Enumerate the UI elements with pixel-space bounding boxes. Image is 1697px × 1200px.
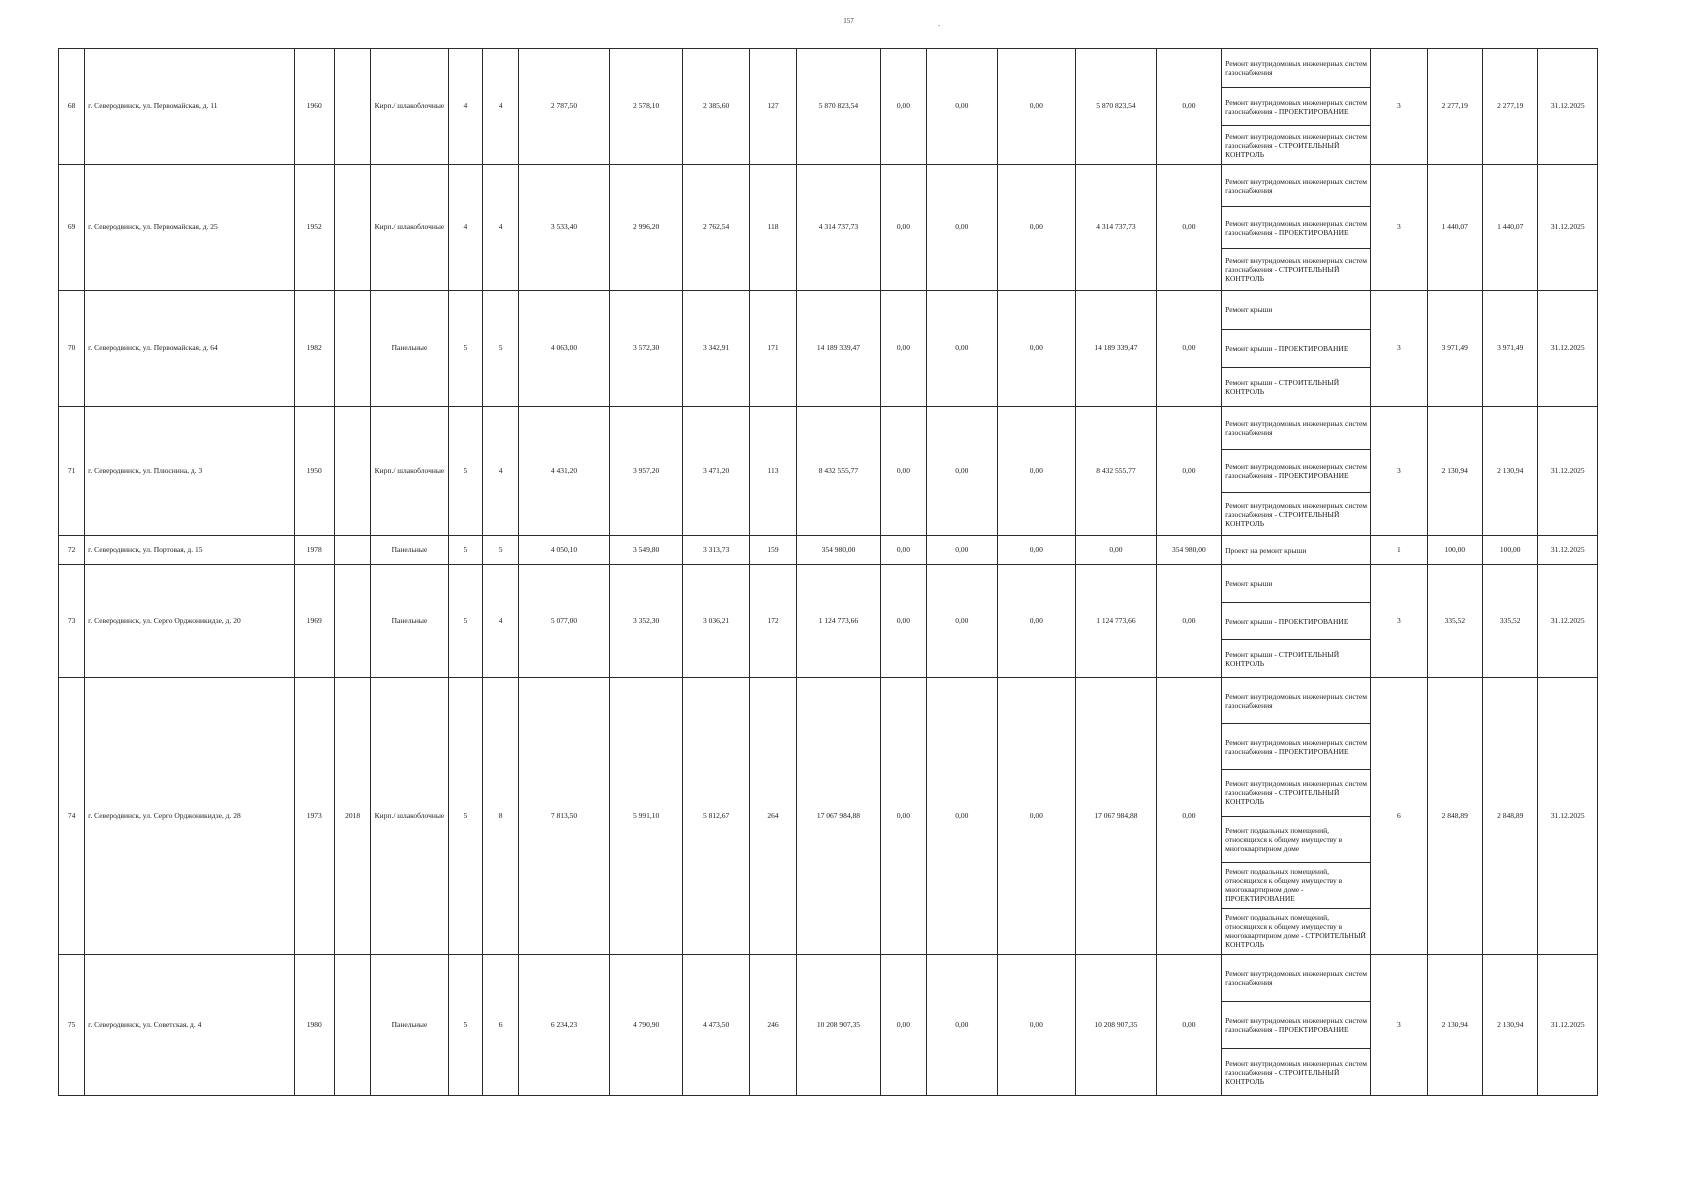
cell-residents: 113 [749, 407, 796, 536]
cell-cost-total: 10 208 907,35 [797, 955, 881, 1096]
cell-year-built: 1973 [294, 678, 334, 955]
works-list [1222, 49, 1370, 164]
repair-program-table [58, 48, 1598, 1096]
work-item: Ремонт внутридомовых инженерных систем газоснабжения [1222, 407, 1370, 450]
cell-deadline: 31.12.2025 [1538, 678, 1598, 955]
cell-unit-cost: 1 440,07 [1427, 165, 1482, 291]
cell-fund-other: 0,00 [1156, 407, 1221, 536]
work-item: Ремонт внутридомовых инженерных систем газоснабжения - СТРОИТЕЛЬНЫЙ КОНТРОЛЬ [1225, 131, 1368, 159]
work-item: Ремонт внутридомовых инженерных систем газоснабжения [1222, 165, 1370, 207]
cell-entrances: 4 [482, 49, 518, 165]
work-item: Ремонт внутридомовых инженерных систем газоснабжения - ПРОЕКТИРОВАНИЕ [1222, 207, 1370, 249]
cell-address: г. Северодвинск, ул. Первомайская, д. 25 [85, 165, 294, 291]
cell-address: г. Северодвинск, ул. Серго Орджоникидзе, д. 28 [85, 678, 294, 955]
cell-year-repair [334, 407, 370, 536]
cell-fund1: 0,00 [880, 678, 926, 955]
table-row [59, 407, 1598, 536]
works-cell [1222, 565, 1371, 678]
cell-residents: 264 [749, 678, 796, 955]
cell-area-premises: 3 352,30 [609, 565, 683, 678]
cell-fund-other: 0,00 [1156, 955, 1221, 1096]
work-item: Ремонт крыши [1222, 291, 1370, 330]
cell-cost-total: 17 067 984,88 [797, 678, 881, 955]
cell-unit-limit: 2 130,94 [1483, 407, 1538, 536]
cell-material: Панельные [371, 565, 449, 678]
cell-residents: 118 [749, 165, 796, 291]
work-item: Ремонт внутридомовых инженерных систем газоснабжения - ПРОЕКТИРОВАНИЕ [1222, 450, 1370, 493]
cell-cost-total: 1 124 773,66 [797, 565, 881, 678]
cell-deadline: 31.12.2025 [1538, 536, 1598, 565]
cell-entrances: 4 [482, 407, 518, 536]
work-item: Ремонт внутридомовых инженерных систем газоснабжения - СТРОИТЕЛЬНЫЙ КОНТРОЛЬ [1225, 500, 1368, 528]
cell-address: г. Северодвинск, ул. Плюснина, д. 3 [85, 407, 294, 536]
cell-floors: 5 [448, 407, 482, 536]
cell-cost-total: 14 189 339,47 [797, 291, 881, 407]
cell-cost-total: 8 432 555,77 [797, 407, 881, 536]
cell-fund-owners: 1 124 773,66 [1076, 565, 1157, 678]
cell-fund3: 0,00 [997, 955, 1076, 1096]
cell-material: Кирп./ шлакоблочные [371, 407, 449, 536]
cell-fund1: 0,00 [880, 291, 926, 407]
cell-floors: 5 [448, 678, 482, 955]
table-body [59, 49, 1598, 1096]
cell-num: 70 [59, 291, 85, 407]
works-cell [1222, 536, 1371, 565]
cell-floors: 4 [448, 49, 482, 165]
cell-year-repair [334, 49, 370, 165]
cell-residents: 171 [749, 291, 796, 407]
works-cell [1222, 165, 1371, 291]
works-list [1222, 955, 1370, 1095]
cell-area-living: 3 313,73 [683, 536, 749, 565]
cell-unit-limit: 3 971,49 [1483, 291, 1538, 407]
table-row [59, 678, 1598, 955]
cell-fund-owners: 10 208 907,35 [1076, 955, 1157, 1096]
cell-cost-total: 4 314 737,73 [797, 165, 881, 291]
table-row [59, 49, 1598, 165]
cell-address: г. Северодвинск, ул. Первомайская, д. 11 [85, 49, 294, 165]
cell-area-living: 3 036,21 [683, 565, 749, 678]
cell-unit-limit: 2 848,89 [1483, 678, 1538, 955]
cell-num: 69 [59, 165, 85, 291]
cell-fund2: 0,00 [927, 678, 998, 955]
works-cell [1222, 291, 1371, 407]
work-item: Ремонт крыши - ПРОЕКТИРОВАНИЕ [1222, 603, 1370, 641]
cell-unit-cost: 2 848,89 [1427, 678, 1482, 955]
cell-fund1: 0,00 [880, 49, 926, 165]
cell-residents: 159 [749, 536, 796, 565]
cell-area-premises: 3 957,20 [609, 407, 683, 536]
cell-address: г. Северодвинск, ул. Советская, д. 4 [85, 955, 294, 1096]
cell-fund-owners: 17 067 984,88 [1076, 678, 1157, 955]
cell-deadline: 31.12.2025 [1538, 291, 1598, 407]
cell-works-count: 3 [1371, 955, 1427, 1096]
cell-num: 68 [59, 49, 85, 165]
cell-fund-owners: 4 314 737,73 [1076, 165, 1157, 291]
cell-area-living: 2 762,54 [683, 165, 749, 291]
works-cell [1222, 955, 1371, 1096]
cell-num: 75 [59, 955, 85, 1096]
cell-fund2: 0,00 [927, 955, 998, 1096]
cell-entrances: 8 [482, 678, 518, 955]
cell-year-built: 1960 [294, 49, 334, 165]
cell-cost-total: 354 980,00 [797, 536, 881, 565]
cell-fund-other: 0,00 [1156, 565, 1221, 678]
cell-entrances: 5 [482, 536, 518, 565]
cell-year-repair: 2018 [334, 678, 370, 955]
cell-area-living: 3 471,20 [683, 407, 749, 536]
cell-area-living: 4 473,50 [683, 955, 749, 1096]
work-item: Ремонт внутридомовых инженерных систем газоснабжения - СТРОИТЕЛЬНЫЙ КОНТРОЛЬ [1225, 1058, 1368, 1086]
cell-fund3: 0,00 [997, 565, 1076, 678]
cell-year-built: 1980 [294, 955, 334, 1096]
cell-fund2: 0,00 [927, 49, 998, 165]
cell-year-built: 1978 [294, 536, 334, 565]
works-cell [1222, 407, 1371, 536]
cell-fund1: 0,00 [880, 407, 926, 536]
work-item: Ремонт внутридомовых инженерных систем газоснабжения [1222, 678, 1370, 724]
cell-fund2: 0,00 [927, 536, 998, 565]
cell-fund3: 0,00 [997, 165, 1076, 291]
cell-area-premises: 2 996,20 [609, 165, 683, 291]
work-item: Ремонт подвальных помещений, относящихся к общему имуществу в многоквартирном доме [1222, 817, 1370, 863]
works-cell [1222, 49, 1371, 165]
cell-year-repair [334, 955, 370, 1096]
cell-area-premises: 5 991,10 [609, 678, 683, 955]
cell-area-premises: 4 790,90 [609, 955, 683, 1096]
cell-area-total: 4 050,10 [519, 536, 610, 565]
page-number: 157 [843, 17, 854, 25]
work-item: Ремонт крыши - СТРОИТЕЛЬНЫЙ КОНТРОЛЬ [1225, 378, 1340, 397]
cell-area-total: 4 431,20 [519, 407, 610, 536]
work-item: Ремонт крыши [1222, 565, 1370, 603]
cell-fund1: 0,00 [880, 536, 926, 565]
cell-deadline: 31.12.2025 [1538, 49, 1598, 165]
cell-fund-other: 0,00 [1156, 678, 1221, 955]
cell-unit-cost: 2 130,94 [1427, 955, 1482, 1096]
cell-year-built: 1982 [294, 291, 334, 407]
cell-fund3: 0,00 [997, 407, 1076, 536]
cell-works-count: 3 [1371, 565, 1427, 678]
cell-works-count: 3 [1371, 165, 1427, 291]
cell-unit-limit: 2 277,19 [1483, 49, 1538, 165]
cell-cost-total: 5 870 823,54 [797, 49, 881, 165]
cell-entrances: 6 [482, 955, 518, 1096]
table-row [59, 536, 1598, 565]
cell-floors: 4 [448, 165, 482, 291]
work-item: Ремонт внутридомовых инженерных систем газоснабжения - СТРОИТЕЛЬНЫЙ КОНТРОЛЬ [1222, 770, 1370, 816]
work-item: Ремонт подвальных помещений, относящихся к общему имуществу в многоквартирном доме - СТРОИТЕЛЬНЫЙ КОНТРОЛЬ [1225, 913, 1366, 950]
cell-unit-cost: 3 971,49 [1427, 291, 1482, 407]
cell-fund2: 0,00 [927, 407, 998, 536]
cell-unit-limit: 1 440,07 [1483, 165, 1538, 291]
cell-entrances: 4 [482, 565, 518, 678]
cell-fund1: 0,00 [880, 565, 926, 678]
cell-area-total: 6 234,23 [519, 955, 610, 1096]
page-mark: . [938, 20, 941, 28]
cell-unit-limit: 100,00 [1483, 536, 1538, 565]
cell-unit-cost: 2 277,19 [1427, 49, 1482, 165]
cell-works-count: 6 [1371, 678, 1427, 955]
cell-unit-cost: 335,52 [1427, 565, 1482, 678]
cell-entrances: 5 [482, 291, 518, 407]
cell-floors: 5 [448, 565, 482, 678]
cell-fund-owners: 5 870 823,54 [1076, 49, 1157, 165]
cell-material: Кирп./ шлакоблочные [371, 49, 449, 165]
cell-fund-owners: 0,00 [1076, 536, 1157, 565]
cell-works-count: 1 [1371, 536, 1427, 565]
cell-unit-limit: 335,52 [1483, 565, 1538, 678]
works-list [1222, 291, 1370, 406]
cell-entrances: 4 [482, 165, 518, 291]
work-item: Ремонт внутридомовых инженерных систем газоснабжения [1222, 955, 1370, 1002]
work-item: Проект на ремонт крыши [1225, 545, 1307, 555]
cell-fund3: 0,00 [997, 678, 1076, 955]
table-row [59, 291, 1598, 407]
works-list [1222, 165, 1370, 290]
cell-area-total: 4 063,00 [519, 291, 610, 407]
cell-area-premises: 2 578,10 [609, 49, 683, 165]
cell-area-total: 2 787,50 [519, 49, 610, 165]
cell-num: 73 [59, 565, 85, 678]
cell-fund2: 0,00 [927, 291, 998, 407]
cell-residents: 127 [749, 49, 796, 165]
cell-year-repair [334, 165, 370, 291]
cell-area-total: 5 077,00 [519, 565, 610, 678]
cell-material: Панельные [371, 291, 449, 407]
work-item: Ремонт крыши - СТРОИТЕЛЬНЫЙ КОНТРОЛЬ [1225, 649, 1340, 668]
cell-unit-cost: 2 130,94 [1427, 407, 1482, 536]
cell-year-repair [334, 536, 370, 565]
cell-year-built: 1969 [294, 565, 334, 678]
cell-fund1: 0,00 [880, 955, 926, 1096]
cell-deadline: 31.12.2025 [1538, 165, 1598, 291]
cell-year-repair [334, 565, 370, 678]
cell-material: Кирп./ шлакоблочные [371, 678, 449, 955]
cell-fund2: 0,00 [927, 565, 998, 678]
cell-fund-owners: 14 189 339,47 [1076, 291, 1157, 407]
cell-material: Кирп./ шлакоблочные [371, 165, 449, 291]
cell-fund3: 0,00 [997, 291, 1076, 407]
cell-unit-limit: 2 130,94 [1483, 955, 1538, 1096]
cell-deadline: 31.12.2025 [1538, 565, 1598, 678]
cell-address: г. Северодвинск, ул. Портовая, д. 15 [85, 536, 294, 565]
cell-residents: 246 [749, 955, 796, 1096]
cell-area-living: 2 385,60 [683, 49, 749, 165]
work-item: Ремонт подвальных помещений, относящихся к общему имуществу в многоквартирном доме - ПРОЕКТИРОВАНИЕ [1222, 863, 1370, 909]
cell-floors: 5 [448, 291, 482, 407]
cell-fund3: 0,00 [997, 49, 1076, 165]
cell-address: г. Северодвинск, ул. Серго Орджоникидзе, д. 20 [85, 565, 294, 678]
cell-num: 74 [59, 678, 85, 955]
works-list [1222, 536, 1370, 564]
cell-fund-other: 0,00 [1156, 165, 1221, 291]
cell-fund-other: 0,00 [1156, 291, 1221, 407]
works-list [1222, 678, 1370, 954]
cell-works-count: 3 [1371, 291, 1427, 407]
cell-deadline: 31.12.2025 [1538, 407, 1598, 536]
cell-area-total: 3 533,40 [519, 165, 610, 291]
cell-area-premises: 3 549,80 [609, 536, 683, 565]
cell-floors: 5 [448, 955, 482, 1096]
cell-deadline: 31.12.2025 [1538, 955, 1598, 1096]
cell-fund1: 0,00 [880, 165, 926, 291]
cell-num: 71 [59, 407, 85, 536]
work-item: Ремонт внутридомовых инженерных систем газоснабжения - ПРОЕКТИРОВАНИЕ [1222, 1002, 1370, 1049]
cell-unit-cost: 100,00 [1427, 536, 1482, 565]
cell-fund-other: 354 980,00 [1156, 536, 1221, 565]
cell-year-built: 1952 [294, 165, 334, 291]
work-item: Ремонт внутридомовых инженерных систем газоснабжения - ПРОЕКТИРОВАНИЕ [1222, 88, 1370, 127]
cell-year-repair [334, 291, 370, 407]
work-item: Ремонт крыши - ПРОЕКТИРОВАНИЕ [1222, 330, 1370, 369]
cell-area-total: 7 813,50 [519, 678, 610, 955]
cell-fund-other: 0,00 [1156, 49, 1221, 165]
cell-year-built: 1950 [294, 407, 334, 536]
cell-works-count: 3 [1371, 49, 1427, 165]
table-row [59, 565, 1598, 678]
work-item: Ремонт внутридомовых инженерных систем газоснабжения - ПРОЕКТИРОВАНИЕ [1222, 724, 1370, 770]
cell-area-living: 5 812,67 [683, 678, 749, 955]
works-list [1222, 565, 1370, 677]
cell-residents: 172 [749, 565, 796, 678]
cell-material: Панельные [371, 536, 449, 565]
work-item: Ремонт внутридомовых инженерных систем газоснабжения - СТРОИТЕЛЬНЫЙ КОНТРОЛЬ [1225, 256, 1368, 283]
cell-floors: 5 [448, 536, 482, 565]
cell-area-living: 3 342,91 [683, 291, 749, 407]
cell-fund3: 0,00 [997, 536, 1076, 565]
cell-fund-owners: 8 432 555,77 [1076, 407, 1157, 536]
table-row [59, 955, 1598, 1096]
cell-fund2: 0,00 [927, 165, 998, 291]
works-list [1222, 407, 1370, 535]
cell-material: Панельные [371, 955, 449, 1096]
table-row [59, 165, 1598, 291]
works-cell [1222, 678, 1371, 955]
work-item: Ремонт внутридомовых инженерных систем газоснабжения [1222, 49, 1370, 88]
cell-address: г. Северодвинск, ул. Первомайская, д. 64 [85, 291, 294, 407]
cell-works-count: 3 [1371, 407, 1427, 536]
cell-num: 72 [59, 536, 85, 565]
cell-area-premises: 3 572,30 [609, 291, 683, 407]
